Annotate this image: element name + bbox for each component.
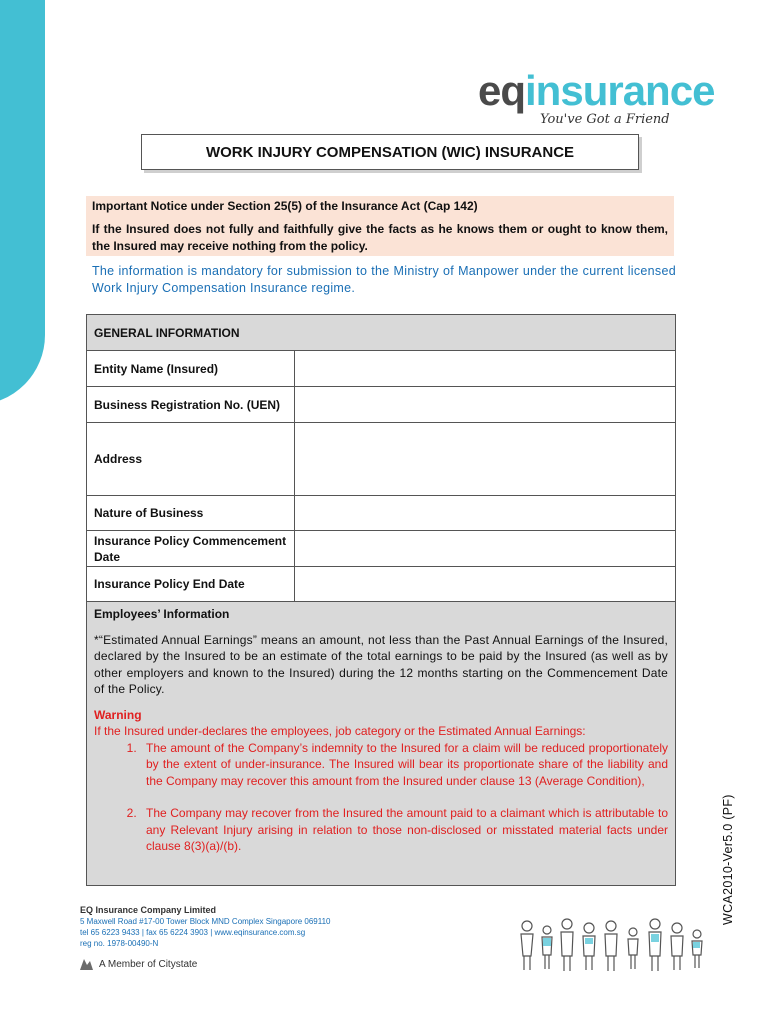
address-field[interactable] [295,423,675,495]
general-information-form [86,314,676,886]
field-label: Insurance Policy End Date [87,567,295,601]
earnings-definition: *“Estimated Annual Earnings” means an amount, not less than the Past Annual Earnings of the Insured, declared by the Insured to be an estimate of the total earnings to be paid by the Insured (as well as by other employers and known to the Insured) during the 12 months starting on the Commencement Date of the Policy. [94,632,668,696]
field-label: Insurance Policy Commencement Date [87,531,295,566]
warning-title: Warning [94,707,142,722]
form-row-entity-name [87,351,675,387]
warning-intro: If the Insured under-declares the employees, job category or the Estimated Annual Earnings: [94,724,586,738]
mandatory-info-note: The information is mandatory for submission to the Ministry of Manpower under the current licensed Work Injury Compensation Insurance regime. [92,264,676,295]
nature-of-business-field[interactable] [295,496,675,530]
logo-insurance-text: insurance [525,67,715,114]
form-row-uen [87,387,675,423]
form-row-end-date [87,567,675,602]
form-version-code: WCA2010-Ver5.0 (PF) [721,794,735,925]
form-section-row [87,315,675,351]
warning-block [94,707,668,855]
field-label: Business Registration No. (UEN) [87,387,295,422]
notice-body: If the Insured does not fully and faithfully give the facts as he knows them or ought to know them, the Insured may receive nothing from the policy. [92,222,668,253]
citystate-logo-icon [78,956,94,972]
logo-eq-text: eq [478,67,526,114]
footer-address: 5 Maxwell Road #17-00 Tower Block MND Complex Singapore 069110 [80,917,331,926]
company-footer [80,905,380,949]
footer-contact: tel 65 6223 9433 | fax 65 6224 3903 | www.eqinsurance.com.sg [80,928,306,937]
employees-info-block [87,602,675,885]
warning-item: 1. The amount of the Company’s indemnity to the Insured for a claim will be reduced proportionately by the extent of under-insurance. The Insured will bear its proportionate share of the liability and the Company may recover this amount from the Insured under clause 13 (Average Condition), [140,740,668,790]
document-title: WORK INJURY COMPENSATION (WIC) INSURANCE [205,143,575,161]
employees-info-row [87,602,675,885]
uen-field[interactable] [295,387,675,422]
employees-heading: Employees’ Information [94,607,230,621]
entity-name-field[interactable] [295,351,675,386]
warning-item: 2. The Company may recover from the Insured the amount paid to a claimant which is attributable to any Relevant Injury arising in relation to those non-disclosed or misstated material facts under clause 8(3)(a)/(b). [140,805,668,855]
field-label: Address [87,423,295,495]
important-notice [86,196,674,256]
citystate-member-badge [78,956,197,972]
section-title: GENERAL INFORMATION [87,315,675,350]
form-row-address [87,423,675,496]
notice-heading: Important Notice under Section 25(5) of the Insurance Act (Cap 142) [92,199,478,213]
people-illustration-icon [515,912,705,974]
warning-list [94,740,668,855]
footer-company-name: EQ Insurance Company Limited [80,905,217,915]
field-label: Entity Name (Insured) [87,351,295,386]
form-row-commencement-date [87,531,675,567]
eqinsurance-logo [478,66,715,136]
form-row-nature-of-business [87,496,675,531]
footer-registration: reg no. 1978-00490-N [80,939,159,948]
side-accent-tab [0,0,45,405]
document-title-box [141,134,639,170]
commencement-date-field[interactable] [295,531,675,566]
member-text: A Member of Citystate [99,958,198,970]
field-label: Nature of Business [87,496,295,530]
end-date-field[interactable] [295,567,675,601]
logo-tagline: You've Got a Friend [540,112,670,127]
